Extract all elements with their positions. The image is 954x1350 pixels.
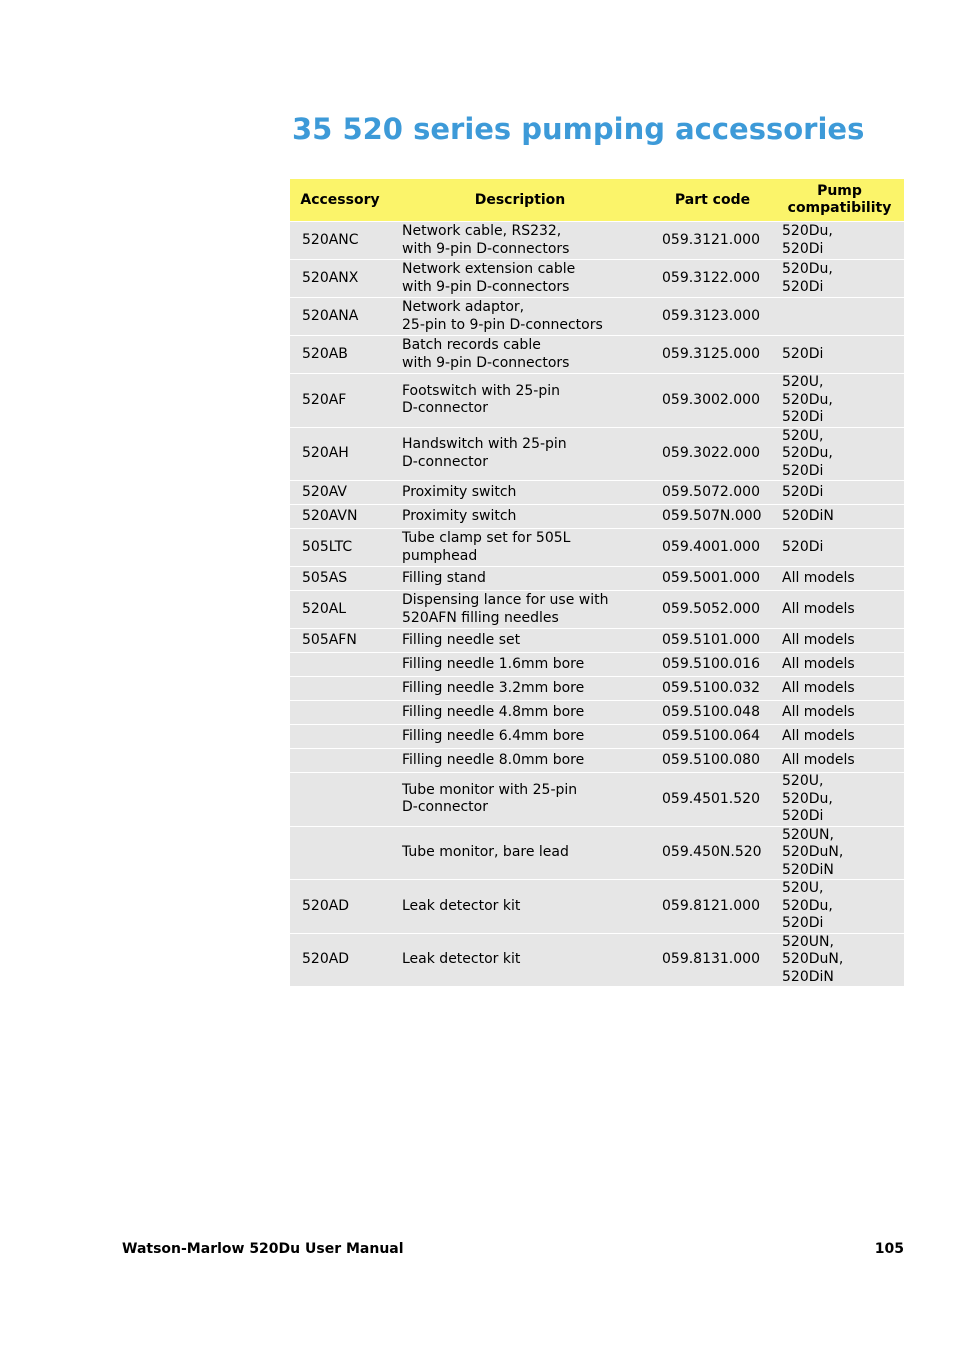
description-line: 25-pin to 9-pin D-connectors: [402, 316, 603, 333]
table-row: [290, 629, 904, 652]
page-title: 35 520 series pumping accessories: [292, 112, 865, 146]
cell-pump-compatibility: [775, 725, 904, 748]
table-row: [290, 374, 904, 427]
cell-accessory: [290, 653, 390, 676]
cell-description: [390, 677, 650, 700]
table-row: [290, 481, 904, 504]
footer-page-number: 105: [874, 1241, 904, 1257]
description-line: Batch records cable: [402, 337, 541, 353]
footer-manual-title: Watson-Marlow 520Du User Manual: [122, 1241, 404, 1257]
cell-accessory: [290, 677, 390, 700]
cell-description: [390, 629, 650, 652]
compatibility-line: All models: [782, 727, 855, 744]
compatibility-line: 520DuN,: [782, 951, 844, 967]
description-line: Filling needle set: [402, 631, 521, 648]
cell-pump-compatibility: [775, 773, 904, 826]
accessories-table: [290, 178, 904, 987]
description-line: Filling needle 3.2mm bore: [402, 679, 585, 696]
cell-pump-compatibility: [775, 222, 904, 259]
cell-part-code: 059.450N.520: [650, 827, 775, 880]
compatibility-line: 520UN,: [782, 933, 834, 950]
compatibility-line: 520Di: [782, 278, 824, 295]
cell-description: [390, 529, 650, 566]
cell-accessory: 520AVN: [290, 505, 390, 528]
cell-accessory: 505AFN: [290, 629, 390, 652]
compatibility-line: 520U,: [782, 773, 824, 789]
cell-pump-compatibility: [775, 591, 904, 628]
cell-accessory: 505LTC: [290, 529, 390, 566]
cell-part-code: 059.8131.000: [650, 934, 775, 987]
compatibility-line: All models: [782, 655, 855, 672]
cell-description: [390, 567, 650, 590]
table-header-row: [290, 179, 904, 221]
cell-description: [390, 653, 650, 676]
cell-accessory: [290, 749, 390, 772]
compatibility-line: All models: [782, 751, 855, 768]
cell-description: [390, 222, 650, 259]
cell-accessory: [290, 701, 390, 724]
cell-pump-compatibility: [775, 653, 904, 676]
compatibility-line: 520Di: [782, 538, 824, 555]
cell-pump-compatibility: [775, 827, 904, 880]
compatibility-line: All models: [782, 703, 855, 720]
cell-accessory: 520AB: [290, 336, 390, 373]
compatibility-line: All models: [782, 600, 855, 617]
description-line: Proximity switch: [402, 507, 517, 524]
description-line: 520AFN filling needles: [402, 609, 559, 626]
description-line: Network extension cable: [402, 261, 576, 277]
description-line: Network cable, RS232,: [402, 223, 562, 239]
cell-part-code: 059.3121.000: [650, 222, 775, 259]
cell-accessory: 520AL: [290, 591, 390, 628]
cell-description: [390, 773, 650, 826]
compatibility-line: 520DuN,: [782, 844, 844, 860]
description-line: pumphead: [402, 547, 478, 564]
header-pump-compatibility: Pump compatibility: [775, 179, 904, 221]
cell-part-code: 059.4001.000: [650, 529, 775, 566]
cell-pump-compatibility: [775, 934, 904, 987]
compatibility-line: 520U,: [782, 374, 824, 390]
cell-accessory: 520AD: [290, 880, 390, 933]
table-row: [290, 934, 904, 987]
description-line: D-connector: [402, 400, 488, 417]
table-row: [290, 701, 904, 724]
cell-part-code: 059.3123.000: [650, 298, 775, 335]
compatibility-line: 520UN,: [782, 826, 834, 843]
compatibility-line: 520Di: [782, 808, 824, 824]
cell-part-code: 059.3002.000: [650, 374, 775, 427]
cell-description: [390, 260, 650, 297]
description-line: Filling stand: [402, 569, 486, 586]
table-row: [290, 749, 904, 772]
cell-description: [390, 374, 650, 427]
cell-accessory: 520ANC: [290, 222, 390, 259]
table-row: [290, 773, 904, 826]
compatibility-line: 520U,: [782, 427, 824, 444]
compatibility-line: 520Di: [782, 345, 824, 362]
description-line: with 9-pin D-connectors: [402, 278, 570, 295]
table-row: [290, 428, 904, 481]
cell-accessory: [290, 827, 390, 880]
cell-pump-compatibility: [775, 374, 904, 427]
cell-part-code: 059.3022.000: [650, 428, 775, 481]
cell-pump-compatibility: [775, 336, 904, 373]
description-line: D-connector: [402, 799, 488, 816]
description-line: Dispensing lance for use with: [402, 592, 609, 608]
table-row: [290, 591, 904, 628]
cell-part-code: 059.5001.000: [650, 567, 775, 590]
table-row: [290, 222, 904, 259]
description-line: Filling needle 1.6mm bore: [402, 655, 585, 672]
cell-part-code: 059.5101.000: [650, 629, 775, 652]
cell-pump-compatibility: [775, 880, 904, 933]
table-row: [290, 653, 904, 676]
description-line: D-connector: [402, 453, 488, 470]
compatibility-line: 520Du,: [782, 391, 833, 408]
cell-accessory: 520AF: [290, 374, 390, 427]
compatibility-line: 520Di: [782, 240, 824, 257]
cell-accessory: 520ANX: [290, 260, 390, 297]
cell-description: [390, 428, 650, 481]
cell-pump-compatibility: [775, 749, 904, 772]
description-line: Handswitch with 25-pin: [402, 436, 567, 453]
compatibility-line: 520Du,: [782, 790, 833, 807]
compatibility-line: 520Du,: [782, 223, 833, 239]
compatibility-line: 520DiN: [782, 507, 834, 524]
cell-description: [390, 725, 650, 748]
cell-pump-compatibility: [775, 481, 904, 504]
cell-part-code: 059.5100.064: [650, 725, 775, 748]
cell-part-code: 059.5072.000: [650, 481, 775, 504]
description-line: Proximity switch: [402, 483, 517, 500]
description-line: Filling needle 6.4mm bore: [402, 727, 585, 744]
cell-pump-compatibility: [775, 629, 904, 652]
cell-part-code: 059.5100.080: [650, 749, 775, 772]
compatibility-line: 520Du,: [782, 261, 833, 277]
header-part-code: Part code: [650, 179, 775, 221]
cell-pump-compatibility: [775, 298, 904, 335]
cell-pump-compatibility: [775, 701, 904, 724]
compatibility-line: 520Di: [782, 915, 824, 931]
cell-accessory: 505AS: [290, 567, 390, 590]
cell-pump-compatibility: [775, 567, 904, 590]
cell-pump-compatibility: [775, 428, 904, 481]
compatibility-line: All models: [782, 569, 855, 586]
cell-pump-compatibility: [775, 677, 904, 700]
table-row: [290, 529, 904, 566]
cell-pump-compatibility: [775, 260, 904, 297]
description-line: Leak detector kit: [402, 951, 521, 967]
cell-description: [390, 934, 650, 987]
compatibility-line: 520DiN: [782, 968, 834, 985]
table-row: [290, 298, 904, 335]
compatibility-line: 520Du,: [782, 445, 833, 461]
description-line: Tube clamp set for 505L: [402, 530, 571, 546]
cell-description: [390, 481, 650, 504]
cell-description: [390, 505, 650, 528]
cell-accessory: [290, 725, 390, 748]
cell-part-code: 059.5100.016: [650, 653, 775, 676]
cell-accessory: 520AD: [290, 934, 390, 987]
description-line: Tube monitor, bare lead: [402, 844, 569, 860]
table-row: [290, 827, 904, 880]
table-row: [290, 567, 904, 590]
compatibility-line: 520U,: [782, 880, 824, 896]
compatibility-line: 520Di: [782, 409, 824, 425]
table-row: [290, 336, 904, 373]
description-line: Filling needle 4.8mm bore: [402, 703, 585, 720]
table-row: [290, 677, 904, 700]
description-line: Leak detector kit: [402, 897, 521, 914]
cell-part-code: 059.4501.520: [650, 773, 775, 826]
cell-description: [390, 298, 650, 335]
cell-part-code: 059.8121.000: [650, 880, 775, 933]
cell-pump-compatibility: [775, 529, 904, 566]
cell-accessory: 520AV: [290, 481, 390, 504]
cell-description: [390, 701, 650, 724]
description-line: Network adaptor,: [402, 299, 525, 315]
compatibility-line: All models: [782, 679, 855, 696]
description-line: with 9-pin D-connectors: [402, 354, 570, 371]
cell-description: [390, 591, 650, 628]
compatibility-line: 520Di: [782, 483, 824, 500]
cell-part-code: 059.507N.000: [650, 505, 775, 528]
table-row: [290, 260, 904, 297]
cell-part-code: 059.5100.032: [650, 677, 775, 700]
table-row: [290, 505, 904, 528]
table-row: [290, 880, 904, 933]
cell-description: [390, 880, 650, 933]
table-body: [290, 222, 904, 986]
cell-part-code: 059.5100.048: [650, 701, 775, 724]
cell-pump-compatibility: [775, 505, 904, 528]
cell-description: [390, 749, 650, 772]
description-line: with 9-pin D-connectors: [402, 240, 570, 257]
table-row: [290, 725, 904, 748]
cell-part-code: 059.5052.000: [650, 591, 775, 628]
description-line: Tube monitor with 25-pin: [402, 781, 578, 798]
compatibility-line: 520Du,: [782, 897, 833, 914]
compatibility-line: 520DiN: [782, 861, 834, 878]
compatibility-line: All models: [782, 631, 855, 648]
description-line: Footswitch with 25-pin: [402, 382, 560, 399]
compatibility-line: 520Di: [782, 462, 824, 479]
description-line: Filling needle 8.0mm bore: [402, 751, 585, 768]
cell-accessory: 520AH: [290, 428, 390, 481]
cell-part-code: 059.3122.000: [650, 260, 775, 297]
cell-description: [390, 827, 650, 880]
cell-description: [390, 336, 650, 373]
cell-accessory: [290, 773, 390, 826]
header-accessory: Accessory: [290, 179, 390, 221]
header-description: Description: [390, 179, 650, 221]
cell-part-code: 059.3125.000: [650, 336, 775, 373]
cell-accessory: 520ANA: [290, 298, 390, 335]
